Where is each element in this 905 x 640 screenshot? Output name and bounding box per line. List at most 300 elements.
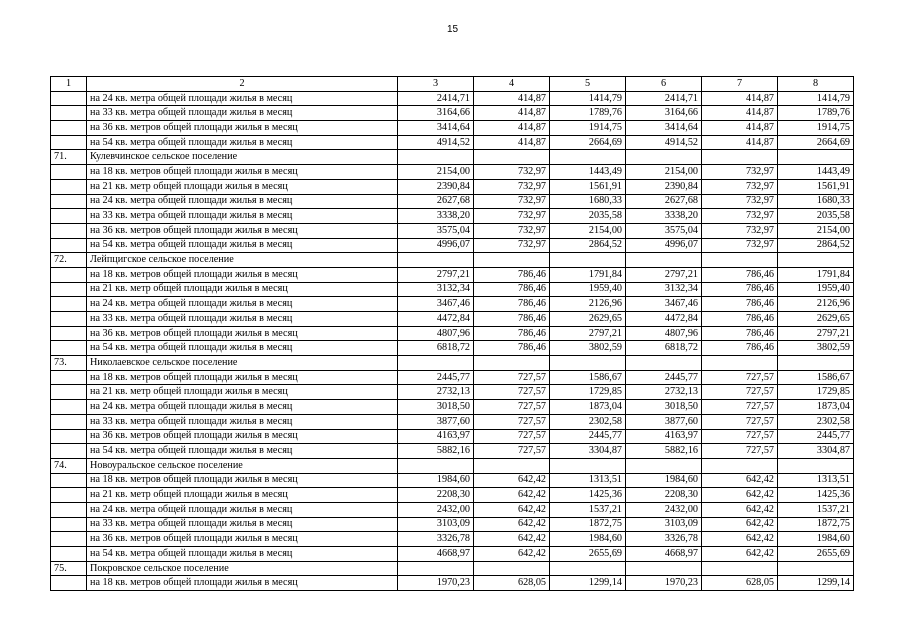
header-cell: 8: [778, 77, 854, 92]
value-cell: 3164,66: [398, 106, 474, 121]
value-cell: 4163,97: [626, 429, 702, 444]
section-name: Кулевчинское сельское поселение: [87, 150, 398, 165]
row-description: на 36 кв. метров общей площади жилья в месяц: [87, 121, 398, 136]
value-cell: 1791,84: [778, 267, 854, 282]
row-number-cell: [51, 312, 87, 327]
empty-cell: [474, 458, 550, 473]
value-cell: 4472,84: [626, 312, 702, 327]
empty-cell: [550, 458, 626, 473]
row-number-cell: [51, 297, 87, 312]
row-number-cell: [51, 223, 87, 238]
row-description: на 24 кв. метра общей площади жилья в месяц: [87, 91, 398, 106]
row-description: на 24 кв. метра общей площади жилья в месяц: [87, 502, 398, 517]
value-cell: 2655,69: [778, 547, 854, 562]
value-cell: 1729,85: [550, 385, 626, 400]
table-row: [51, 121, 854, 136]
table-row: [51, 517, 854, 532]
section-row: [51, 561, 854, 576]
row-number-cell: [51, 238, 87, 253]
empty-cell: [626, 458, 702, 473]
row-description: на 24 кв. метра общей площади жилья в месяц: [87, 400, 398, 415]
header-row: [51, 77, 854, 92]
row-description: на 18 кв. метров общей площади жилья в месяц: [87, 370, 398, 385]
value-cell: 2302,58: [550, 414, 626, 429]
value-cell: 2445,77: [626, 370, 702, 385]
value-cell: 786,46: [474, 312, 550, 327]
page-number: 15: [446, 24, 459, 35]
value-cell: 1984,60: [778, 532, 854, 547]
section-row: [51, 458, 854, 473]
value-cell: 786,46: [474, 326, 550, 341]
value-cell: 786,46: [702, 297, 778, 312]
value-cell: 732,97: [474, 194, 550, 209]
value-cell: 1680,33: [778, 194, 854, 209]
value-cell: 1959,40: [778, 282, 854, 297]
row-number-cell: [51, 502, 87, 517]
row-number-cell: [51, 267, 87, 282]
table-row: [51, 488, 854, 503]
value-cell: 2664,69: [550, 135, 626, 150]
row-number-cell: [51, 91, 87, 106]
header-cell: 7: [702, 77, 778, 92]
section-number: 72.: [51, 253, 87, 268]
value-cell: 414,87: [702, 106, 778, 121]
row-number-cell: [51, 179, 87, 194]
value-cell: 2797,21: [778, 326, 854, 341]
header-cell: 5: [550, 77, 626, 92]
value-cell: 3338,20: [626, 209, 702, 224]
value-cell: 4996,07: [626, 238, 702, 253]
value-cell: 3877,60: [626, 414, 702, 429]
row-description: на 21 кв. метр общей площади жилья в месяц: [87, 385, 398, 400]
table-row: [51, 576, 854, 591]
row-number-cell: [51, 106, 87, 121]
value-cell: 1443,49: [778, 165, 854, 180]
value-cell: 732,97: [474, 238, 550, 253]
table-row: [51, 444, 854, 459]
row-number-cell: [51, 576, 87, 591]
table-row: [51, 106, 854, 121]
value-cell: 2154,00: [778, 223, 854, 238]
row-description: на 36 кв. метров общей площади жилья в месяц: [87, 532, 398, 547]
row-number-cell: [51, 429, 87, 444]
value-cell: 3575,04: [626, 223, 702, 238]
value-cell: 2208,30: [398, 488, 474, 503]
empty-cell: [398, 561, 474, 576]
row-description: на 18 кв. метров общей площади жилья в месяц: [87, 165, 398, 180]
value-cell: 5882,16: [398, 444, 474, 459]
value-cell: 642,42: [702, 517, 778, 532]
value-cell: 727,57: [702, 400, 778, 415]
value-cell: 2154,00: [550, 223, 626, 238]
table-row: [51, 297, 854, 312]
value-cell: 1299,14: [550, 576, 626, 591]
value-cell: 2655,69: [550, 547, 626, 562]
value-cell: 2035,58: [778, 209, 854, 224]
value-cell: 1789,76: [550, 106, 626, 121]
value-cell: 6818,72: [626, 341, 702, 356]
value-cell: 3103,09: [398, 517, 474, 532]
value-cell: 2126,96: [778, 297, 854, 312]
value-cell: 1872,75: [778, 517, 854, 532]
empty-cell: [550, 253, 626, 268]
value-cell: 2390,84: [398, 179, 474, 194]
value-cell: 2445,77: [398, 370, 474, 385]
value-cell: 1313,51: [778, 473, 854, 488]
row-number-cell: [51, 547, 87, 562]
empty-cell: [626, 253, 702, 268]
value-cell: 732,97: [702, 238, 778, 253]
value-cell: 2432,00: [626, 502, 702, 517]
value-cell: 3018,50: [398, 400, 474, 415]
row-description: на 18 кв. метров общей площади жилья в месяц: [87, 267, 398, 282]
value-cell: 414,87: [702, 135, 778, 150]
value-cell: 642,42: [702, 532, 778, 547]
row-description: на 18 кв. метров общей площади жилья в месяц: [87, 473, 398, 488]
value-cell: 414,87: [702, 121, 778, 136]
value-cell: 4807,96: [626, 326, 702, 341]
value-cell: 786,46: [474, 267, 550, 282]
row-number-cell: [51, 326, 87, 341]
value-cell: 1586,67: [778, 370, 854, 385]
value-cell: 3326,78: [398, 532, 474, 547]
empty-cell: [398, 356, 474, 371]
value-cell: 786,46: [474, 297, 550, 312]
row-description: на 18 кв. метров общей площади жилья в месяц: [87, 576, 398, 591]
row-description: на 21 кв. метр общей площади жилья в месяц: [87, 488, 398, 503]
empty-cell: [474, 253, 550, 268]
value-cell: 2629,65: [550, 312, 626, 327]
section-name: Покровское сельское поселение: [87, 561, 398, 576]
row-number-cell: [51, 165, 87, 180]
value-cell: 727,57: [702, 414, 778, 429]
table-row: [51, 209, 854, 224]
value-cell: 1791,84: [550, 267, 626, 282]
value-cell: 3164,66: [626, 106, 702, 121]
table-row: [51, 429, 854, 444]
value-cell: 732,97: [702, 223, 778, 238]
value-cell: 2797,21: [398, 267, 474, 282]
value-cell: 1425,36: [550, 488, 626, 503]
value-cell: 2732,13: [626, 385, 702, 400]
value-cell: 642,42: [474, 547, 550, 562]
empty-cell: [778, 458, 854, 473]
value-cell: 2302,58: [778, 414, 854, 429]
value-cell: 2864,52: [550, 238, 626, 253]
value-cell: 2126,96: [550, 297, 626, 312]
value-cell: 414,87: [474, 135, 550, 150]
row-number-cell: [51, 532, 87, 547]
value-cell: 1872,75: [550, 517, 626, 532]
value-cell: 727,57: [702, 444, 778, 459]
table-row: [51, 414, 854, 429]
row-number-cell: [51, 209, 87, 224]
value-cell: 1414,79: [550, 91, 626, 106]
table-row: [51, 223, 854, 238]
empty-cell: [626, 356, 702, 371]
table-row: [51, 267, 854, 282]
value-cell: 727,57: [474, 429, 550, 444]
value-cell: 3802,59: [778, 341, 854, 356]
value-cell: 1914,75: [778, 121, 854, 136]
value-cell: 2445,77: [778, 429, 854, 444]
header-cell: 4: [474, 77, 550, 92]
row-description: на 36 кв. метров общей площади жилья в месяц: [87, 429, 398, 444]
empty-cell: [702, 561, 778, 576]
section-name: Николаевское сельское поселение: [87, 356, 398, 371]
row-description: на 33 кв. метра общей площади жилья в месяц: [87, 106, 398, 121]
value-cell: 2629,65: [778, 312, 854, 327]
value-cell: 2154,00: [398, 165, 474, 180]
table-row: [51, 179, 854, 194]
value-cell: 732,97: [474, 223, 550, 238]
empty-cell: [474, 150, 550, 165]
value-cell: 2627,68: [398, 194, 474, 209]
row-number-cell: [51, 282, 87, 297]
value-cell: 1729,85: [778, 385, 854, 400]
empty-cell: [778, 253, 854, 268]
table-row: [51, 547, 854, 562]
value-cell: 642,42: [702, 488, 778, 503]
value-cell: 1586,67: [550, 370, 626, 385]
value-cell: 642,42: [474, 473, 550, 488]
row-number-cell: [51, 341, 87, 356]
value-cell: 4914,52: [626, 135, 702, 150]
value-cell: 414,87: [474, 121, 550, 136]
value-cell: 3326,78: [626, 532, 702, 547]
table-row: [51, 532, 854, 547]
empty-cell: [398, 253, 474, 268]
section-row: [51, 356, 854, 371]
value-cell: 3802,59: [550, 341, 626, 356]
value-cell: 1425,36: [778, 488, 854, 503]
value-cell: 786,46: [474, 282, 550, 297]
value-cell: 1299,14: [778, 576, 854, 591]
value-cell: 642,42: [474, 502, 550, 517]
row-description: на 54 кв. метра общей площади жилья в месяц: [87, 444, 398, 459]
empty-cell: [778, 561, 854, 576]
value-cell: 642,42: [474, 517, 550, 532]
value-cell: 2035,58: [550, 209, 626, 224]
value-cell: 6818,72: [398, 341, 474, 356]
value-cell: 3132,34: [398, 282, 474, 297]
tariff-table: [50, 76, 854, 591]
section-row: [51, 150, 854, 165]
header-cell: 6: [626, 77, 702, 92]
section-number: 74.: [51, 458, 87, 473]
value-cell: 2208,30: [626, 488, 702, 503]
empty-cell: [702, 458, 778, 473]
value-cell: 642,42: [702, 547, 778, 562]
row-number-cell: [51, 385, 87, 400]
value-cell: 1914,75: [550, 121, 626, 136]
empty-cell: [626, 561, 702, 576]
value-cell: 727,57: [474, 400, 550, 415]
value-cell: 727,57: [702, 370, 778, 385]
row-description: на 33 кв. метра общей площади жилья в месяц: [87, 414, 398, 429]
value-cell: 4668,97: [398, 547, 474, 562]
empty-cell: [474, 561, 550, 576]
value-cell: 732,97: [702, 179, 778, 194]
value-cell: 3304,87: [550, 444, 626, 459]
value-cell: 642,42: [702, 473, 778, 488]
value-cell: 642,42: [702, 502, 778, 517]
value-cell: 4996,07: [398, 238, 474, 253]
value-cell: 786,46: [474, 341, 550, 356]
row-description: на 54 кв. метра общей площади жилья в месяц: [87, 135, 398, 150]
value-cell: 1970,23: [626, 576, 702, 591]
empty-cell: [550, 150, 626, 165]
value-cell: 4914,52: [398, 135, 474, 150]
value-cell: 3467,46: [626, 297, 702, 312]
value-cell: 4668,97: [626, 547, 702, 562]
value-cell: 628,05: [702, 576, 778, 591]
value-cell: 732,97: [702, 165, 778, 180]
section-number: 75.: [51, 561, 87, 576]
row-number-cell: [51, 473, 87, 488]
row-description: на 21 кв. метр общей площади жилья в месяц: [87, 179, 398, 194]
value-cell: 3103,09: [626, 517, 702, 532]
value-cell: 3414,64: [626, 121, 702, 136]
value-cell: 414,87: [474, 106, 550, 121]
value-cell: 1959,40: [550, 282, 626, 297]
value-cell: 786,46: [702, 341, 778, 356]
table-row: [51, 194, 854, 209]
value-cell: 727,57: [474, 370, 550, 385]
value-cell: 1443,49: [550, 165, 626, 180]
table-row: [51, 341, 854, 356]
value-cell: 628,05: [474, 576, 550, 591]
value-cell: 2445,77: [550, 429, 626, 444]
value-cell: 1970,23: [398, 576, 474, 591]
value-cell: 2432,00: [398, 502, 474, 517]
value-cell: 732,97: [702, 194, 778, 209]
table-row: [51, 502, 854, 517]
header-cell: 3: [398, 77, 474, 92]
row-description: на 21 кв. метр общей площади жилья в месяц: [87, 282, 398, 297]
value-cell: 1414,79: [778, 91, 854, 106]
row-number-cell: [51, 517, 87, 532]
value-cell: 786,46: [702, 326, 778, 341]
row-number-cell: [51, 135, 87, 150]
table-row: [51, 370, 854, 385]
row-description: на 33 кв. метра общей площади жилья в месяц: [87, 517, 398, 532]
section-name: Лейпцигское сельское поселение: [87, 253, 398, 268]
value-cell: 3467,46: [398, 297, 474, 312]
value-cell: 1873,04: [550, 400, 626, 415]
table-row: [51, 473, 854, 488]
table-row: [51, 238, 854, 253]
row-description: на 24 кв. метра общей площади жилья в месяц: [87, 194, 398, 209]
table-row: [51, 165, 854, 180]
value-cell: 732,97: [474, 165, 550, 180]
table-row: [51, 91, 854, 106]
value-cell: 2797,21: [626, 267, 702, 282]
row-description: на 54 кв. метра общей площади жилья в месяц: [87, 341, 398, 356]
empty-cell: [702, 356, 778, 371]
empty-cell: [398, 150, 474, 165]
value-cell: 1537,21: [550, 502, 626, 517]
value-cell: 732,97: [474, 179, 550, 194]
empty-cell: [778, 150, 854, 165]
value-cell: 4163,97: [398, 429, 474, 444]
row-number-cell: [51, 194, 87, 209]
value-cell: 4807,96: [398, 326, 474, 341]
value-cell: 2414,71: [398, 91, 474, 106]
empty-cell: [550, 561, 626, 576]
value-cell: 3877,60: [398, 414, 474, 429]
value-cell: 1984,60: [398, 473, 474, 488]
value-cell: 727,57: [702, 429, 778, 444]
value-cell: 1537,21: [778, 502, 854, 517]
value-cell: 3338,20: [398, 209, 474, 224]
value-cell: 727,57: [474, 444, 550, 459]
row-description: на 36 кв. метров общей площади жилья в месяц: [87, 223, 398, 238]
value-cell: 2414,71: [626, 91, 702, 106]
row-number-cell: [51, 400, 87, 415]
empty-cell: [778, 356, 854, 371]
value-cell: 3132,34: [626, 282, 702, 297]
row-description: на 36 кв. метров общей площади жилья в месяц: [87, 326, 398, 341]
table-row: [51, 326, 854, 341]
value-cell: 3414,64: [398, 121, 474, 136]
section-number: 73.: [51, 356, 87, 371]
value-cell: 1313,51: [550, 473, 626, 488]
value-cell: 732,97: [474, 209, 550, 224]
empty-cell: [398, 458, 474, 473]
empty-cell: [474, 356, 550, 371]
value-cell: 642,42: [474, 488, 550, 503]
row-number-cell: [51, 488, 87, 503]
section-name: Новоуральское сельское поселение: [87, 458, 398, 473]
value-cell: 2627,68: [626, 194, 702, 209]
row-description: на 54 кв. метра общей площади жилья в месяц: [87, 238, 398, 253]
header-cell: 1: [51, 77, 87, 92]
value-cell: 1873,04: [778, 400, 854, 415]
row-number-cell: [51, 121, 87, 136]
table-row: [51, 282, 854, 297]
value-cell: 2664,69: [778, 135, 854, 150]
row-description: на 24 кв. метра общей площади жилья в месяц: [87, 297, 398, 312]
value-cell: 786,46: [702, 267, 778, 282]
value-cell: 786,46: [702, 312, 778, 327]
value-cell: 1984,60: [626, 473, 702, 488]
value-cell: 2732,13: [398, 385, 474, 400]
row-number-cell: [51, 370, 87, 385]
value-cell: 732,97: [702, 209, 778, 224]
value-cell: 1561,91: [550, 179, 626, 194]
row-number-cell: [51, 444, 87, 459]
value-cell: 2864,52: [778, 238, 854, 253]
value-cell: 1984,60: [550, 532, 626, 547]
empty-cell: [550, 356, 626, 371]
value-cell: 3575,04: [398, 223, 474, 238]
table-row: [51, 312, 854, 327]
header-cell: 2: [87, 77, 398, 92]
value-cell: 3018,50: [626, 400, 702, 415]
value-cell: 727,57: [702, 385, 778, 400]
empty-cell: [626, 150, 702, 165]
value-cell: 2797,21: [550, 326, 626, 341]
empty-cell: [702, 150, 778, 165]
value-cell: 414,87: [702, 91, 778, 106]
value-cell: 1680,33: [550, 194, 626, 209]
value-cell: 2154,00: [626, 165, 702, 180]
value-cell: 786,46: [702, 282, 778, 297]
row-description: на 33 кв. метра общей площади жилья в месяц: [87, 209, 398, 224]
value-cell: 727,57: [474, 385, 550, 400]
section-number: 71.: [51, 150, 87, 165]
